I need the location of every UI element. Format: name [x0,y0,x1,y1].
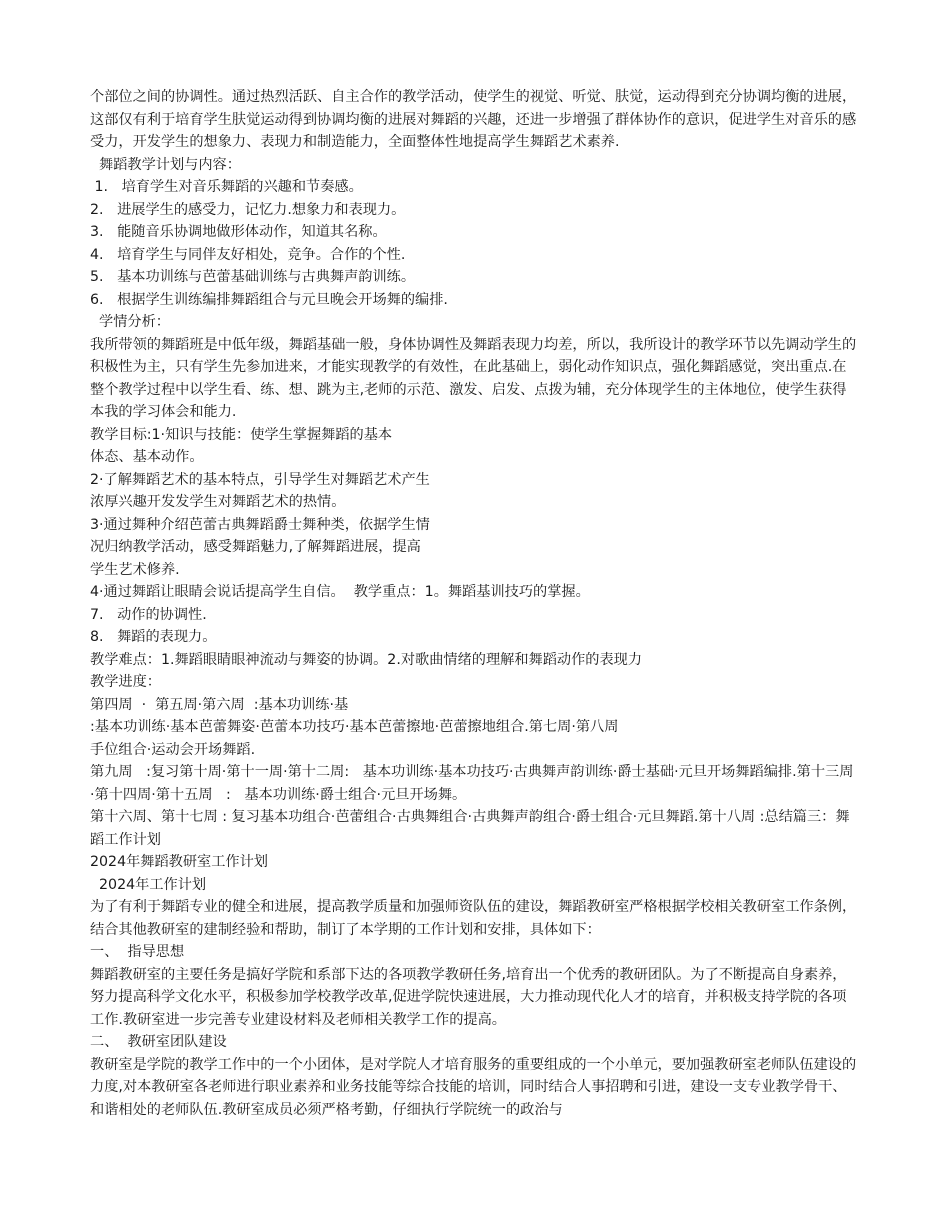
text-line: 第四周 · 第五周·第六周 :基本功训练·基 [90,696,349,713]
section-heading: 二、 教研室团队建设 [90,1034,227,1050]
paragraph: 教研室是学院的教学工作中的一个小团体，是对学院人才培育服务的重要组成的一个小单元，要加强教研室老师队伍建设的力度,对本教研室各老师进行职业素养和业务技能等综合技能的培训，同时结合人事招聘和引进，建设一支专业教学骨干、和谐相处的老师队伍.教研室成员必须严格考勤，仔细执行学院统一的政治与 [90,1056,857,1118]
text-line: 学生艺术修养. [90,561,180,578]
text-line: 浓厚兴趣开发发学生对舞蹈艺术的热情。 [90,494,346,510]
list-item: 5. 基本功训练与芭蕾基础训练与古典舞声韵训练。 [90,269,416,285]
list-item: 1. 培育学生对音乐舞蹈的兴趣和节奏感。 [90,179,363,195]
heading-plan-content: 舞蹈教学计划与内容： [90,156,241,173]
text-line: 况归纳教学活动，感受舞蹈魅力,了解舞蹈进展，提高 [90,539,421,555]
paragraph: 舞蹈教研室的主要任务是搞好学院和系部下达的各项教学教研任务,培育出一个优秀的教研团队。为了不断提高自身素养，努力提高科学文化水平，积极参加学校教学改革,促进学院快速进展，大力推动现代化人才的培育，并积极支持学院的各项工作.教研室进一步完善专业建设材料及老师相关教学工作的提高。 [90,966,847,1028]
heading-student-analysis: 学情分析： [90,314,170,330]
list-item: 2. 进展学生的感受力，记忆力.想象力和表现力。 [90,201,406,218]
list-item: 4. 培育学生与同伴友好相处，竞争。合作的个性. [90,246,406,263]
text-line: 教学难点：1.舞蹈眼睛眼神流动与舞姿的协调。2.对歌曲情绪的理解和舞蹈动作的表现力 [90,651,643,668]
section-heading: 一、 指导思想 [90,944,185,960]
text-line: 4·通过舞蹈让眼睛会说话提高学生自信。 教学重点：1。舞蹈基训技巧的掌握。 [90,584,590,600]
text-line: 教学目标:1·知识与技能：使学生掌握舞蹈的基本 [90,426,393,443]
text-line: 2·了解舞蹈艺术的基本特点，引导学生对舞蹈艺术产生 [90,471,430,488]
heading-teaching-progress: 教学进度： [90,674,161,690]
list-item: 8. 舞蹈的表现力。 [90,629,217,645]
text-line: 体态、基本动作。 [90,449,204,465]
list-item: 7. 动作的协调性. [90,606,207,623]
paragraph: 个部位之间的协调性。通过热烈活跃、自主合作的教学活动，使学生的视觉、听觉、肤觉，运动得到充分协调均衡的进展，这部仅有利于培育学生肤觉运动得到协调均衡的进展对舞蹈的兴趣，还进一步增强了群体协作的意识，促进学生对音乐的感受力，开发学生的想象力、表现力和制造能力，全面整体性地提高学生舞蹈艺术素养. [90,89,857,150]
list-item: 3. 能随音乐协调地做形体动作，知道其名称。 [90,224,387,240]
document-title: 2024年舞蹈教研室工作计划 [90,854,268,870]
text-line: 3·通过舞种介绍芭蕾古典舞蹈爵士舞种类，依据学生情 [90,516,430,533]
paragraph: 为了有利于舞蹈专业的健全和进展，提高教学质量和加强师资队伍的建设，舞蹈教研室严格根据学校相关教研室工作条例，结合其他教研室的建制经验和帮助，制订了本学期的工作计划和安排，具体如下： [90,899,857,938]
text-line: :基本功训练·基本芭蕾舞姿·芭蕾本功技巧·基本芭蕾擦地·芭蕾擦地组合.第七周·第八周 [90,719,619,735]
text-line: 手位组合·运动会开场舞蹈. [90,741,256,758]
paragraph: 第九周 :复习第十周·第十一周·第十二周: 基本功训练·基本功技巧·古典舞声韵训练·爵士基础·元旦开场舞蹈编排.第十三周 ·第十四周·第十五周 : 基本功训练·爵士组合·元旦开场舞。 [90,764,863,803]
section-title: 2024年工作计划 [90,876,207,893]
paragraph: 我所带领的舞蹈班是中低年级，舞蹈基础一般，身体协调性及舞蹈表现力均差，所以，我所设计的教学环节以先调动学生的积极性为主，只有学生先参加进来，才能实现教学的有效性，在此基础上，弱化动作知识点，强化舞蹈感觉，突出重点.在整个教学过程中以学生看、练、想、跳为主,老师的示范、激发、启发、点拨为辅，充分体现学生的主体地位，使学生获得本我的学习体会和能力. [90,336,857,420]
paragraph: 第十六周、第十七周 : 复习基本功组合·芭蕾组合·古典舞组合·古典舞声韵组合·爵士组合·元旦舞蹈.第十八周 :总结篇三：舞蹈工作计划 [90,809,850,848]
list-item: 6. 根据学生训练编排舞蹈组合与元旦晚会开场舞的编排. [90,291,448,308]
